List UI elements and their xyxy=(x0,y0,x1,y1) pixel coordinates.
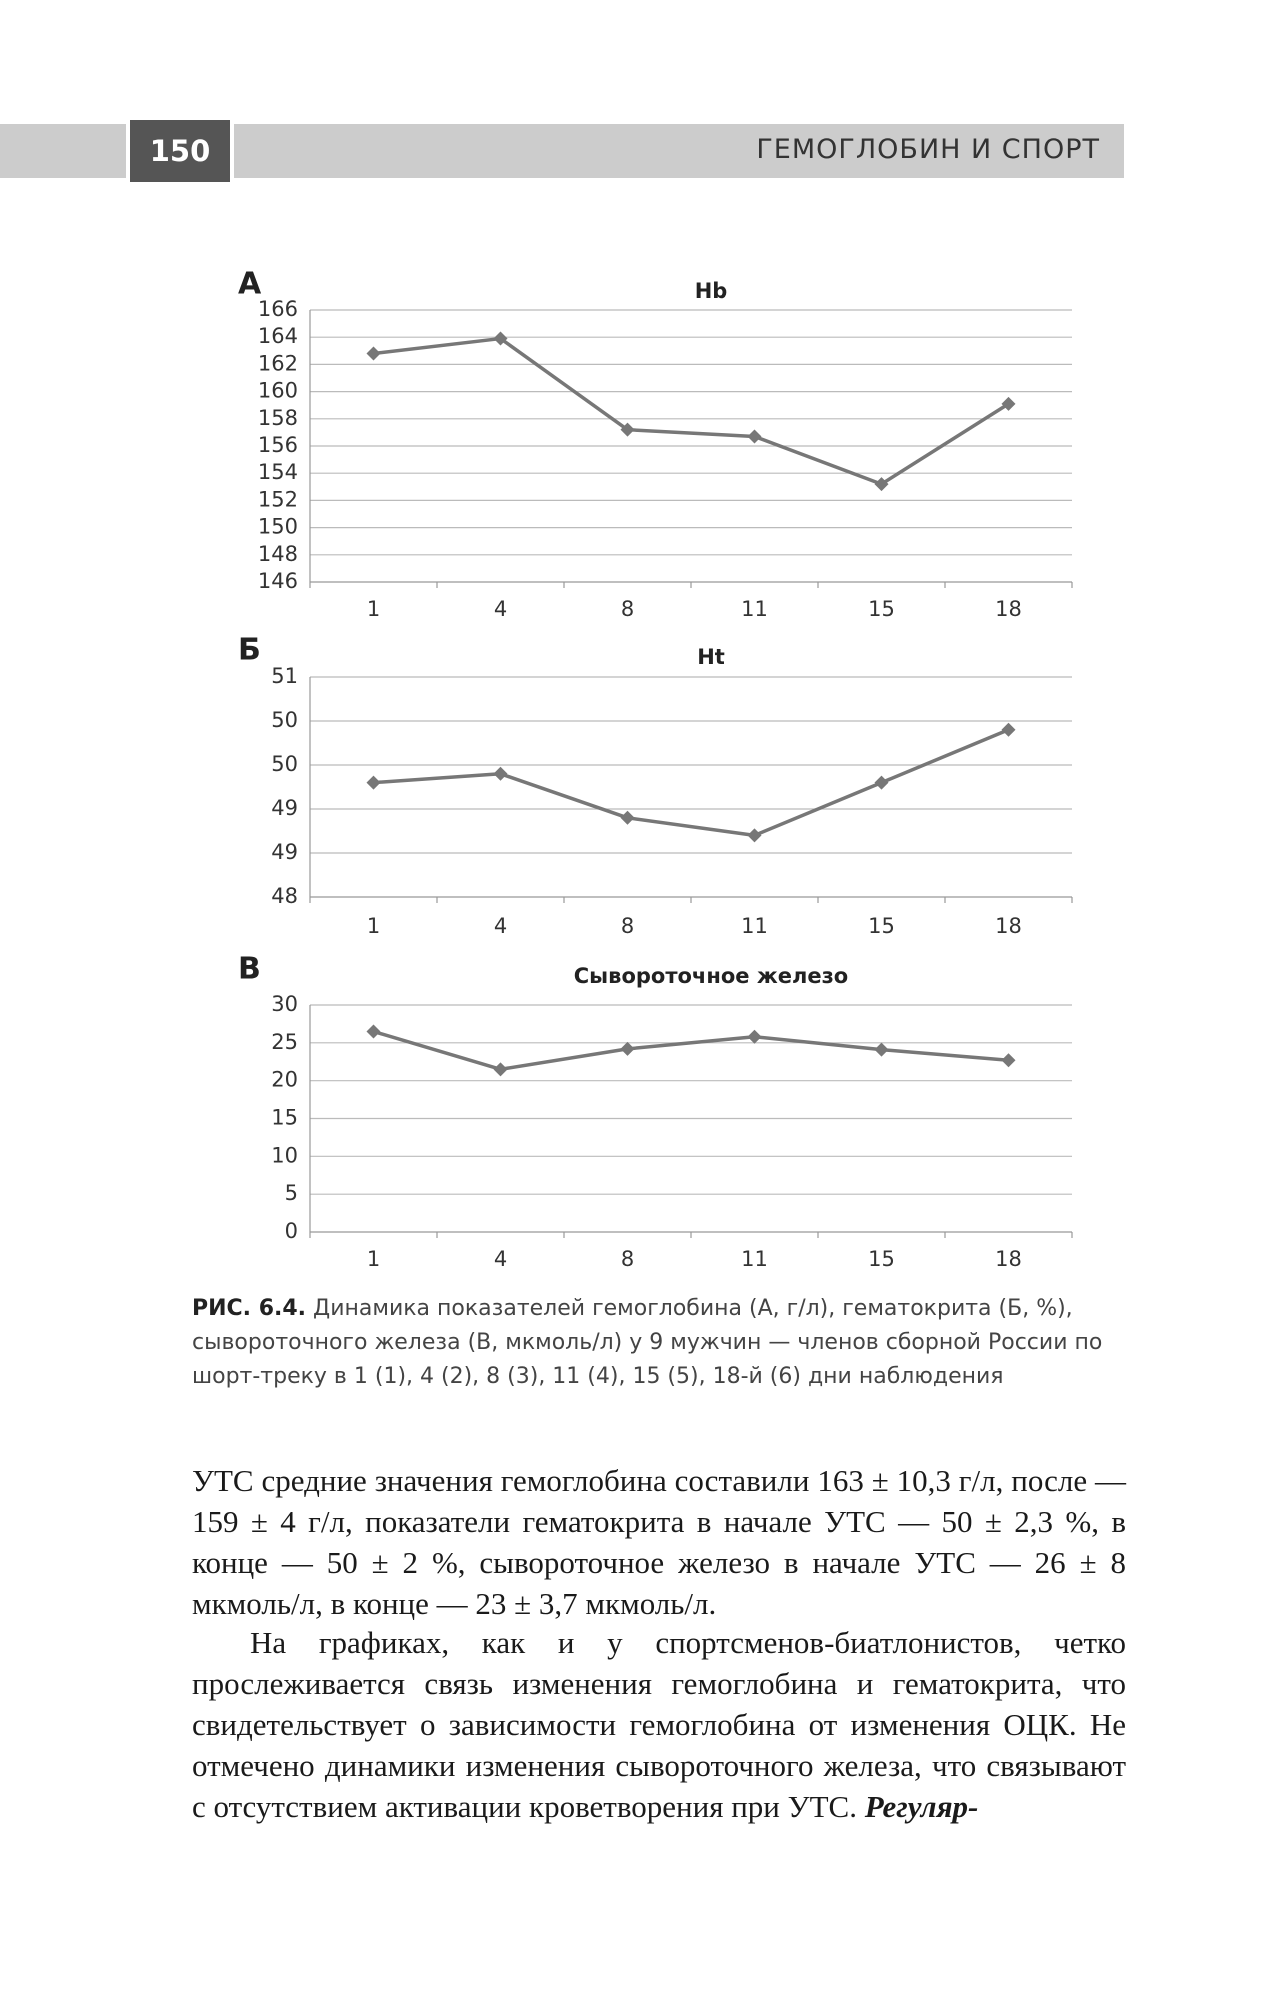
chart-x-tick-label: 4 xyxy=(493,1247,508,1271)
chart-x-tick-label: 8 xyxy=(620,597,635,621)
chart-data-point xyxy=(748,1030,762,1044)
chart-data-point xyxy=(748,828,762,842)
chart-y-tick-label: 164 xyxy=(257,324,298,349)
chart-x-tick-label: 1 xyxy=(366,597,381,621)
chart-y-tick-label: 15 xyxy=(271,1105,298,1130)
chart-title: Сывороточное железо xyxy=(573,964,849,988)
chart-y-tick-label: 50 xyxy=(271,708,298,732)
chart-data-point xyxy=(367,1024,381,1038)
chart-y-tick-label: 150 xyxy=(257,514,298,539)
chart-y-tick-label: 30 xyxy=(271,992,298,1016)
chart-y-tick-label: 160 xyxy=(257,378,298,403)
chart-y-tick-label: 5 xyxy=(284,1181,298,1206)
chart-y-tick-label: 51 xyxy=(271,664,298,688)
chart-x-tick-label: 1 xyxy=(366,914,381,938)
chart-y-tick-label: 0 xyxy=(284,1219,298,1243)
chart-title: Ht xyxy=(697,645,725,669)
chart-y-tick-label: 158 xyxy=(257,405,298,430)
chart-x-tick-label: 1 xyxy=(366,1247,381,1271)
chart-y-tick-label: 166 xyxy=(257,297,298,321)
chart-x-tick-label: 11 xyxy=(741,1247,768,1271)
chart-panel-letter: В xyxy=(238,951,261,987)
chart-x-tick-label: 15 xyxy=(868,914,895,938)
chart-data-point xyxy=(621,811,635,825)
chart-x-tick-label: 18 xyxy=(995,1247,1022,1271)
body-paragraph-2 xyxy=(192,1622,1126,1827)
chart-x-tick-label: 8 xyxy=(620,914,635,938)
body-paragraph-2-text: На графиках, как и у спортсменов-биатлонистов, четко прослеживается связь изменения гемоглобина и гематокрита, что свидетельствует о зависимости гемоглобина от изменения ОЦК. Не отмечено динамики изменения сывороточного железа, что связывают с отсутствием активации кроветворения при УТС. xyxy=(192,1625,1126,1824)
chart-y-tick-label: 146 xyxy=(257,569,298,593)
chart-x-tick-label: 18 xyxy=(995,914,1022,938)
page-number: 150 xyxy=(126,120,234,182)
chart-y-tick-label: 49 xyxy=(271,796,298,820)
chart-data-point xyxy=(748,429,762,443)
chart-x-tick-label: 15 xyxy=(868,597,895,621)
chart-x-tick-label: 18 xyxy=(995,597,1022,621)
chart-y-tick-label: 148 xyxy=(257,541,298,566)
chart-x-tick-label: 4 xyxy=(493,597,508,621)
chart-series-line xyxy=(374,730,1009,836)
chart-y-tick-label: 49 xyxy=(271,840,298,864)
chart-data-point xyxy=(621,1042,635,1056)
chart-x-tick-label: 8 xyxy=(620,1247,635,1271)
chart-data-point xyxy=(367,776,381,790)
chart-y-tick-label: 156 xyxy=(257,433,298,457)
chart-panel-letter: Б xyxy=(238,632,261,668)
chart-x-tick-label: 11 xyxy=(741,914,768,938)
chart-x-tick-label: 15 xyxy=(868,1247,895,1271)
chart-y-tick-label: 154 xyxy=(257,460,298,485)
chart-panel-letter: А xyxy=(238,266,262,302)
figure-caption-text: Динамика показателей гемоглобина (А, г/л), гематокрита (Б, %), сывороточного железа (В, мкмоль/л) у 9 мужчин — членов сборной России по шорт-треку в 1 (1), 4 (2), 8 (3), 11 (4), 15 (5), 18-й (6) дни наблюдения xyxy=(192,1296,1103,1389)
chart-y-tick-label: 162 xyxy=(257,351,298,376)
chart-y-tick-label: 50 xyxy=(271,752,298,776)
chart-data-point xyxy=(875,1043,889,1057)
chart-y-tick-label: 20 xyxy=(271,1067,298,1092)
body-paragraph-1: УТС средние значения гемоглобина составили 163 ± 10,3 г/л, после — 159 ± 4 г/л, показатели гематокрита в начале УТС — 50 ± 2,3 %, в конце — 50 ± 2 %, сывороточное железо в начале УТС — 26 ± 8 мкмоль/л, в конце — 23 ± 3,7 мкмоль/л. xyxy=(192,1463,1126,1621)
chart-y-tick-label: 25 xyxy=(271,1029,298,1054)
chart-series-line xyxy=(374,1031,1009,1069)
chart-y-tick-label: 152 xyxy=(257,487,298,512)
figure-caption xyxy=(192,1292,1122,1394)
figure-label: РИС. 6.4. xyxy=(192,1296,307,1321)
chart-data-point xyxy=(494,767,508,781)
chart-data-point xyxy=(1002,1053,1016,1067)
chart-data-point xyxy=(875,776,889,790)
chart-series-line xyxy=(374,339,1009,485)
running-title: ГЕМОГЛОБИН И СПОРТ xyxy=(756,134,1100,165)
chart-data-point xyxy=(1002,723,1016,737)
body-paragraph-2-emphasis: Регуляр- xyxy=(864,1789,979,1824)
chart-data-point xyxy=(494,1062,508,1076)
chart-title: Hb xyxy=(694,279,728,303)
chart-x-tick-label: 11 xyxy=(741,597,768,621)
chart-data-point xyxy=(367,347,381,361)
chart-y-tick-label: 48 xyxy=(271,884,298,908)
chart-x-tick-label: 4 xyxy=(493,914,508,938)
chart-y-tick-label: 10 xyxy=(271,1143,298,1168)
